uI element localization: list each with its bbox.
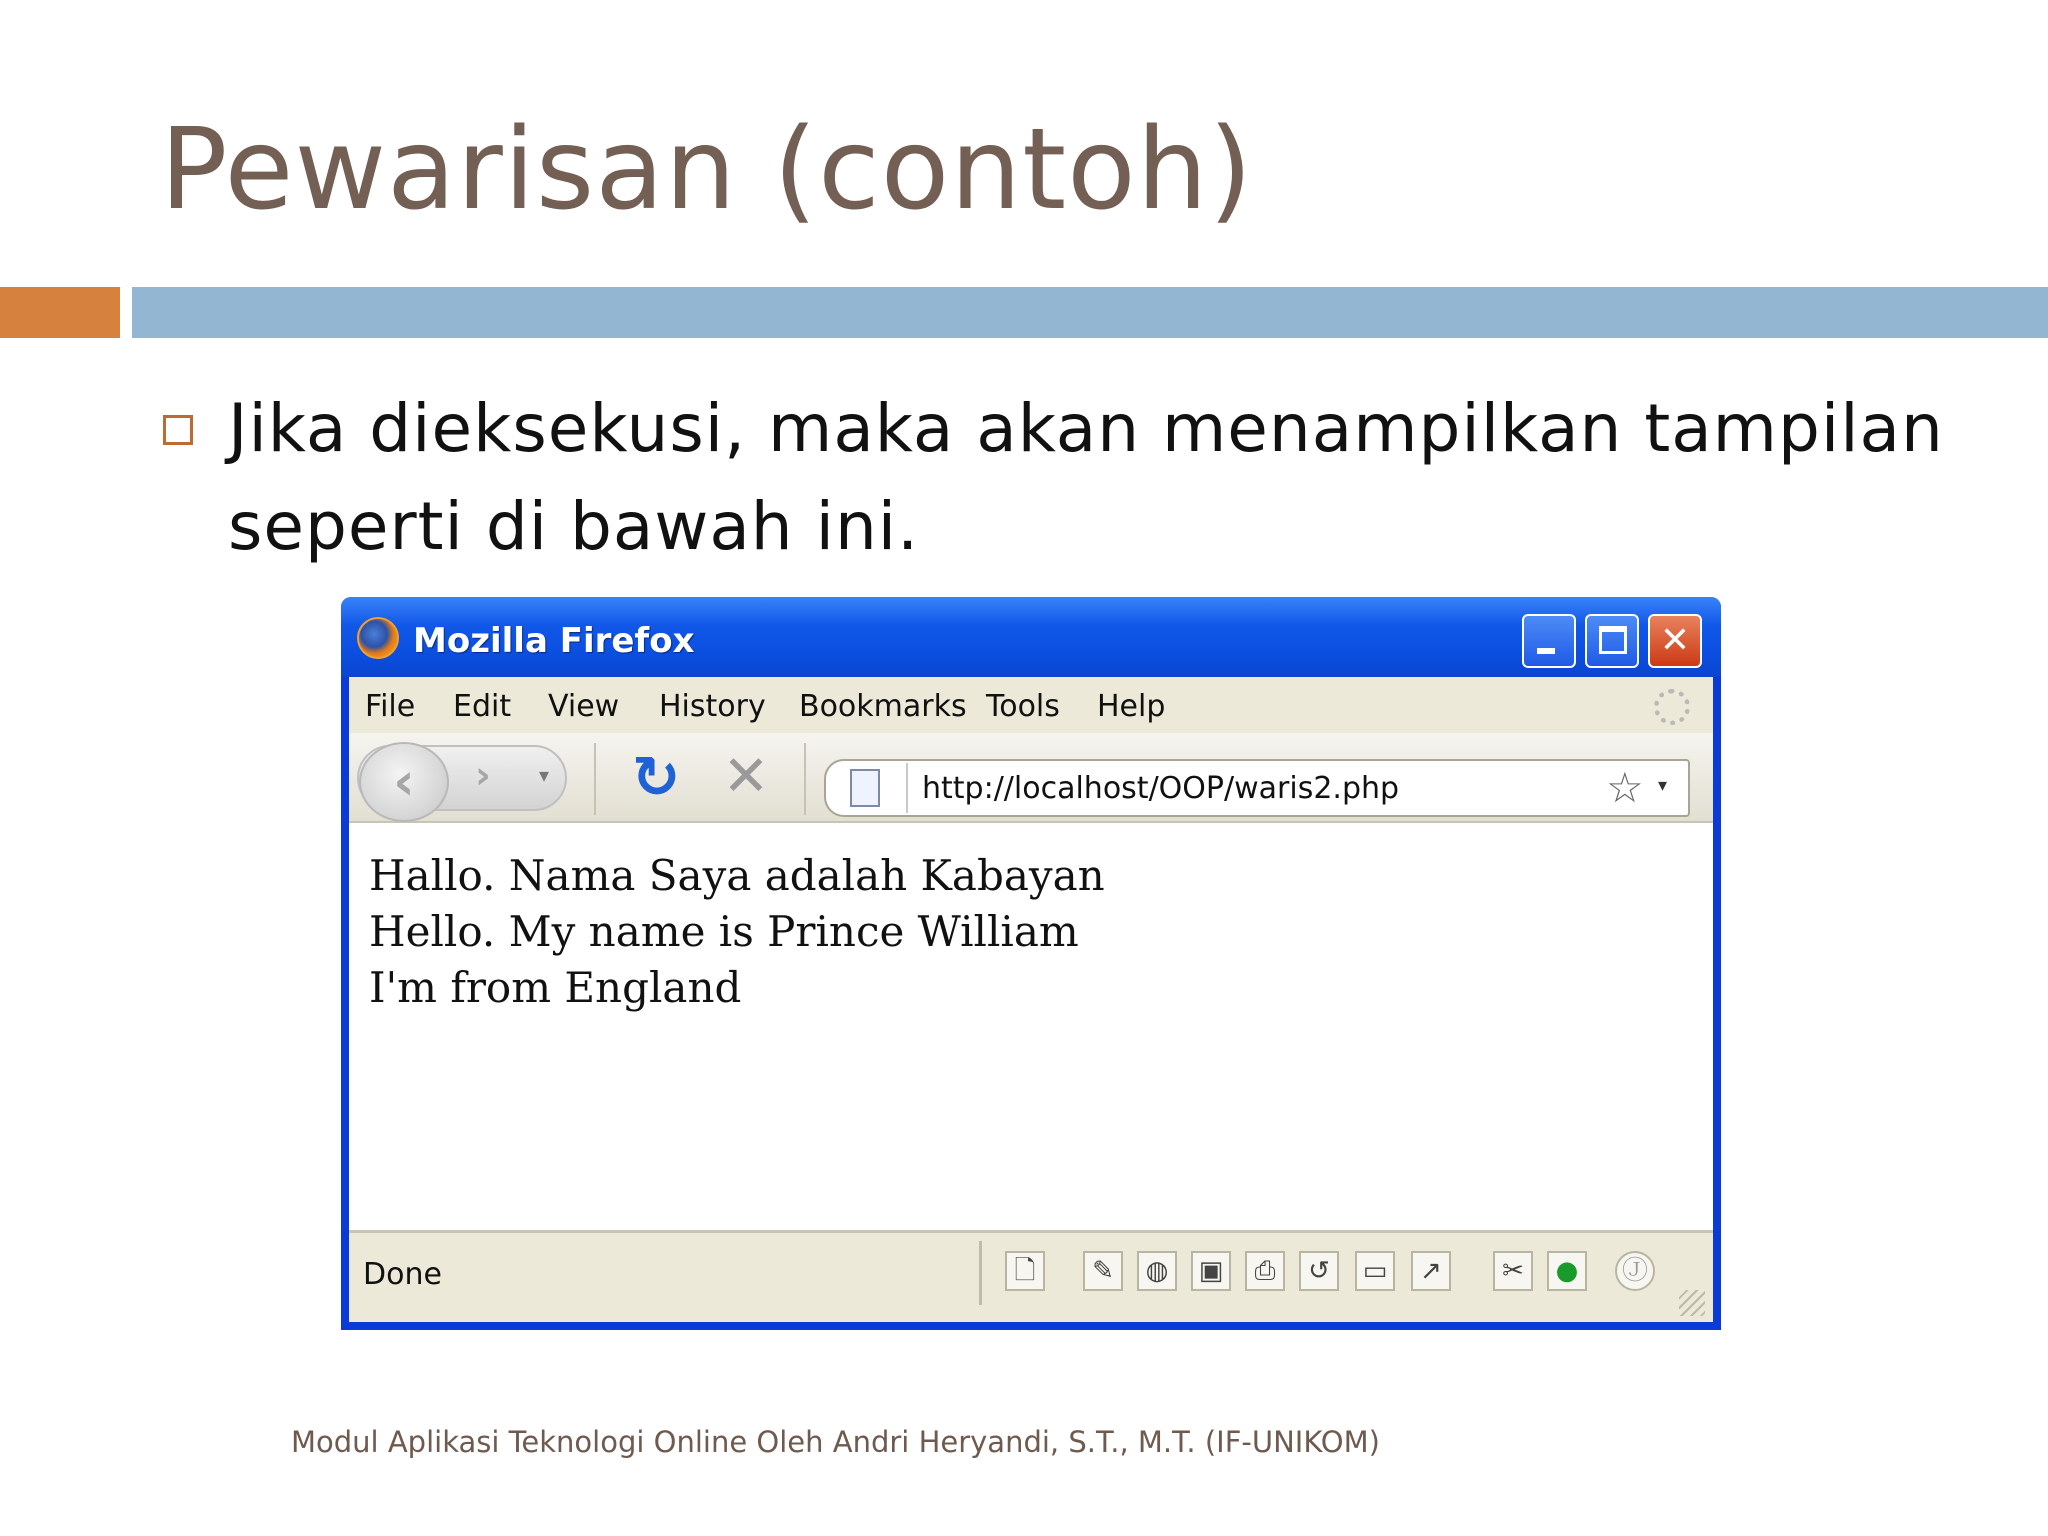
menu-file[interactable]: File [365,689,416,724]
content-line: I'm from England [369,963,742,1012]
bullet-square-icon [163,415,193,445]
status-bar [349,1230,1713,1322]
slide-footer: Modul Aplikasi Teknologi Online Oleh Andri Heryandi, S.T., M.T. (IF-UNIKOM) [291,1425,1380,1459]
save-icon[interactable]: ▣ [1191,1251,1231,1291]
javascript-icon[interactable]: Ⓙ [1615,1251,1655,1291]
close-icon: ✕ [1659,620,1691,661]
url-separator [906,763,908,813]
minimize-icon [1537,648,1555,654]
title-bar[interactable] [341,597,1721,677]
url-bar[interactable] [824,759,1690,817]
menu-history[interactable]: History [659,689,766,724]
resize-grip[interactable] [1679,1290,1705,1316]
stop-button[interactable]: ✕ [722,744,770,809]
url-dropdown-icon[interactable]: ▾ [1658,775,1668,796]
window-icon[interactable]: ▭ [1355,1251,1395,1291]
edit-icon[interactable]: ✎ [1083,1251,1123,1291]
page-icon [850,769,880,807]
menu-view[interactable]: View [548,689,620,724]
maximize-icon [1599,626,1627,654]
window-title: Mozilla Firefox [413,621,695,661]
reload-button[interactable]: ↻ [631,743,681,811]
forward-button[interactable] [453,747,513,805]
status-separator [979,1241,982,1305]
url-input[interactable]: http://localhost/OOP/waris2.php [922,771,1400,806]
page-info-icon[interactable]: 🗋 [1005,1251,1045,1291]
menu-tools[interactable]: Tools [986,689,1060,724]
menu-bar [349,677,1713,733]
throbber-icon [1654,689,1690,725]
back-button[interactable] [359,742,449,822]
firefox-window [341,597,1721,1330]
page-content [349,823,1713,1230]
navigation-toolbar [349,733,1713,823]
maximize-button[interactable] [1585,614,1639,668]
tools-icon[interactable]: ✂ [1493,1251,1533,1291]
status-text: Done [363,1257,442,1292]
browser-client [349,677,1713,1322]
green-status-icon[interactable]: ● [1547,1251,1587,1291]
content-line: Hello. My name is Prince William [369,907,1079,956]
toolbar-separator [594,743,596,815]
menu-bookmarks[interactable]: Bookmarks [799,689,967,724]
accent-bar-orange [0,287,120,338]
history-dropdown-icon[interactable]: ▾ [539,763,550,787]
network-icon[interactable]: ◍ [1137,1251,1177,1291]
slide-title: Pewarisan (contoh) [160,105,1254,235]
print-icon[interactable]: ⎙ [1245,1251,1285,1291]
back-arrow-icon: ‹ [393,752,415,812]
refresh-icon[interactable]: ↺ [1299,1251,1339,1291]
forward-arrow-icon: › [475,753,491,797]
toolbar-separator [804,743,806,815]
minimize-button[interactable] [1522,614,1576,668]
firefox-logo-icon [357,617,399,659]
bookmark-star-icon[interactable]: ☆ [1606,763,1644,812]
accent-bar-blue [132,287,2048,338]
close-button[interactable] [1648,614,1702,668]
menu-help[interactable]: Help [1097,689,1166,724]
bullet-text: Jika dieksekusi, maka akan menampilkan tampilan seperti di bawah ini. [228,390,1944,565]
chart-icon[interactable]: ↗ [1411,1251,1451,1291]
menu-edit[interactable]: Edit [453,689,512,724]
content-line: Hallo. Nama Saya adalah Kabayan [369,851,1105,900]
